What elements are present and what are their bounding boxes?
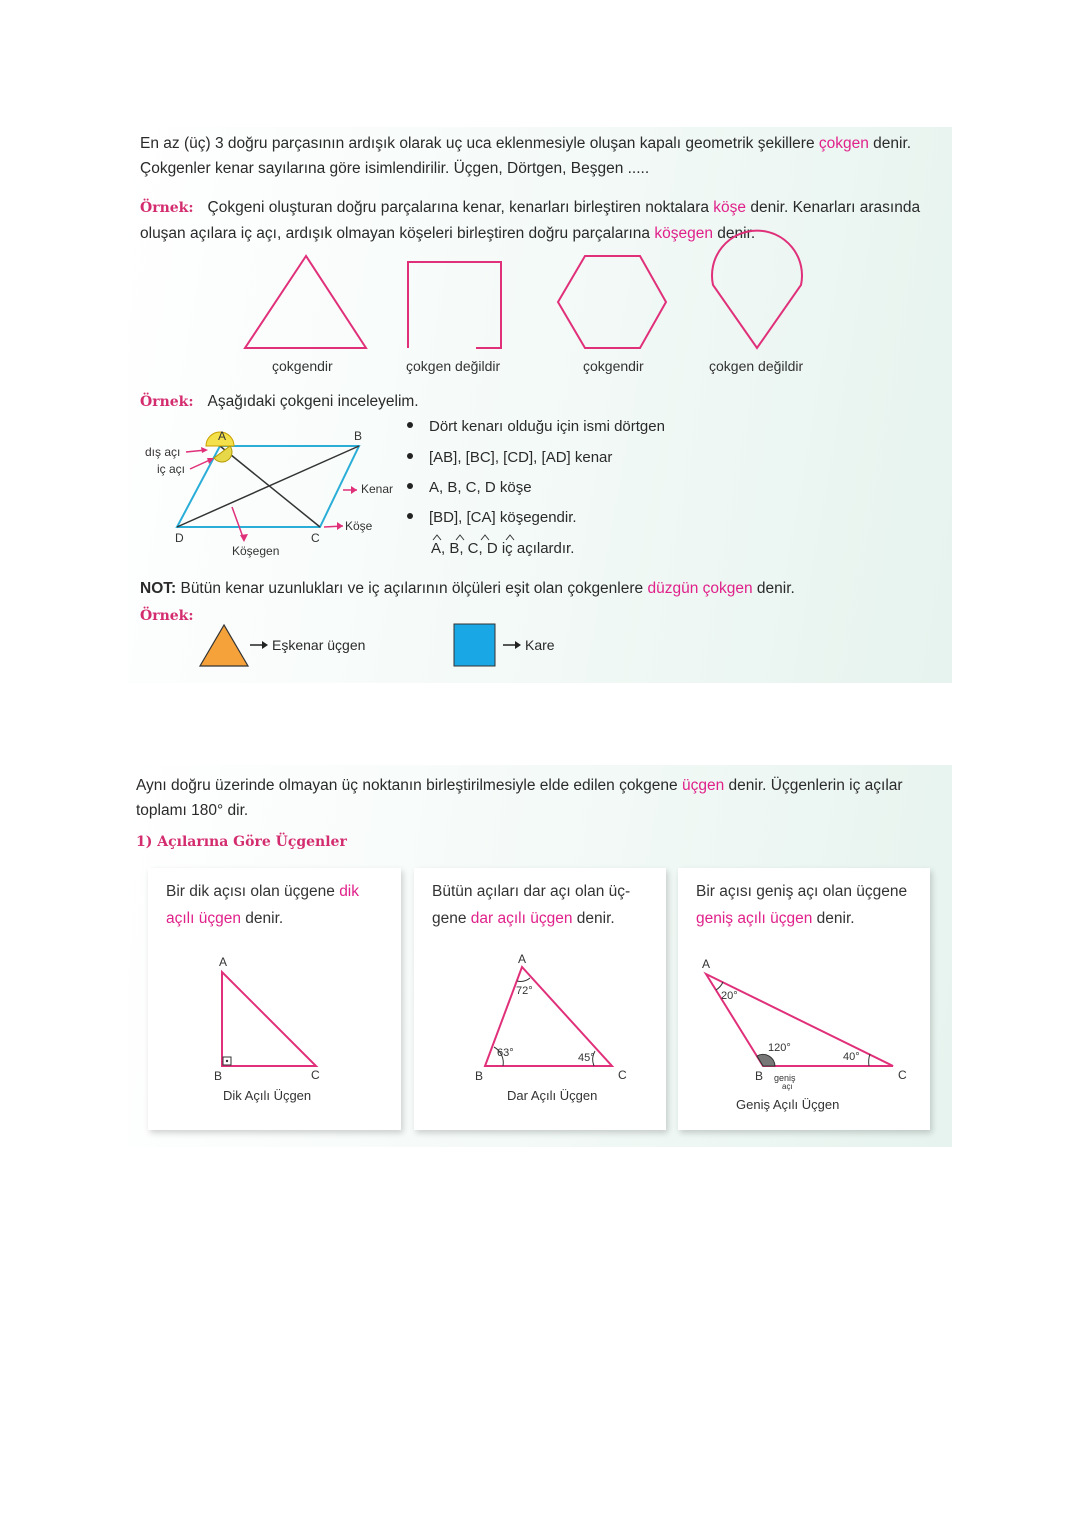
vertex-b: B xyxy=(354,429,363,443)
square-label: Kare xyxy=(525,637,555,653)
interior-angles-line: A, B, C, D iç açılardır. xyxy=(431,540,575,557)
term-dar-acili-ucgen: dar açılı üçgen xyxy=(470,910,573,927)
example-label: Örnek: xyxy=(140,394,194,410)
example1-text-line2: oluşan açılara iç açı, ardışık olmayan köşeleri birleştiren doğru parçalarına köşegen denir. xyxy=(140,225,756,242)
term-kosegen: köşegen xyxy=(654,225,713,242)
card-text: Bir dik açısı olan üçgene dik açılı üçgen denir. xyxy=(166,883,360,927)
shape-caption: çokgendir xyxy=(272,358,333,374)
angle-value: 40° xyxy=(843,1051,860,1063)
polygon-definition: En az (üç) 3 doğru parçasının ardışık olarak uç uca eklenmesiyle oluşan kapalı geometrik şekillere çokgen denir. xyxy=(140,135,912,152)
example2-text: Örnek: Aşağıdaki çokgeni inceleyelim. xyxy=(140,393,419,410)
triangle-caption: Dik Açılı Üçgen xyxy=(223,1088,312,1103)
bullet-item: Dört kenarı olduğu için ismi dörtgen xyxy=(407,418,665,435)
angle-arc xyxy=(716,982,723,990)
vertex-a: A xyxy=(219,955,228,969)
vertex-b: B xyxy=(755,1069,764,1083)
term-genis-acili-ucgen: geniş açılı üçgen xyxy=(696,910,813,927)
angle-value: 72° xyxy=(516,985,533,997)
triangle-caption: Dar Açılı Üçgen xyxy=(507,1088,598,1103)
right-triangle-shape xyxy=(222,972,316,1066)
label-kosegen: Köşegen xyxy=(232,544,280,558)
angle-value: 120° xyxy=(768,1042,791,1054)
triangle-caption: Geniş Açılı Üçgen xyxy=(736,1097,840,1112)
angle-arc xyxy=(869,1054,870,1066)
label-kenar: Kenar xyxy=(361,482,394,496)
example-label: Örnek: xyxy=(140,608,194,624)
vertex-a: A xyxy=(702,957,711,971)
term-duzgun-cokgen: düzgün çokgen xyxy=(647,580,753,597)
vertex-b: B xyxy=(475,1069,484,1083)
polygon-naming-line: Çokgenler kenar sayılarına göre isimlendirilir. Üçgen, Dörtgen, Beşgen ..... xyxy=(140,160,650,177)
angle-value: 63° xyxy=(497,1047,514,1059)
shape-caption: çokgendir xyxy=(583,358,644,374)
section-title: 1) Açılarına Göre Üçgenler xyxy=(136,834,347,850)
term-ucgen: üçgen xyxy=(681,777,725,794)
right-angle-dot xyxy=(226,1060,228,1062)
term-kose: köşe xyxy=(713,199,747,216)
obtuse-label: geniş xyxy=(774,1073,796,1083)
note-label: NOT: xyxy=(140,580,177,597)
vertex-b: B xyxy=(214,1069,223,1083)
label-ic-aci: iç açı xyxy=(157,462,186,476)
shape-caption: çokgen değildir xyxy=(406,358,501,374)
vertex-c: C xyxy=(311,1068,320,1082)
card-text: Bir açısı geniş açı olan üçgene geniş açılı üçgen denir. xyxy=(696,883,908,927)
angle-value: 20° xyxy=(721,990,738,1002)
obtuse-label: açı xyxy=(782,1082,793,1091)
term-dik-acili-ucgen: dik açılı üçgen xyxy=(166,883,360,927)
card-text: Bütün açıları dar açı olan üç-gene dar açılı üçgen denir. xyxy=(432,883,631,927)
example1-text: Örnek: Çokgeni oluşturan doğru parçalarına kenar, kenarları birleştiren noktalara köşe denir. Kenarları arasında xyxy=(140,199,921,216)
vertex-c: C xyxy=(898,1068,907,1082)
obtuse-angle-fill xyxy=(757,1054,775,1066)
bullet-item: [AB], [BC], [CD], [AD] kenar xyxy=(407,449,612,466)
vertex-d: D xyxy=(175,531,184,545)
example-label: Örnek: xyxy=(140,200,194,216)
note-text: NOT: Bütün kenar uzunlukları ve iç açılarının ölçüleri eşit olan çokgenlere düzgün çokgen denir. xyxy=(140,580,795,597)
obtuse-triangle-shape xyxy=(706,974,893,1066)
bullet-item: [BD], [CA] köşegendir. xyxy=(407,509,577,526)
vertex-a: A xyxy=(518,952,527,966)
shape-caption: çokgen değildir xyxy=(709,358,804,374)
bullet-item: A, B, C, D köşe xyxy=(407,479,532,496)
vertex-c: C xyxy=(311,531,320,545)
vertex-c: C xyxy=(618,1068,627,1082)
angle-value: 45° xyxy=(578,1052,595,1064)
equilateral-triangle-label: Eşkenar üçgen xyxy=(272,637,366,653)
term-cokgen: çokgen xyxy=(818,135,869,152)
triangle-definition: Aynı doğru üzerinde olmayan üç noktanın birleştirilmesiyle elde edilen çokgene üçgen denir. Üçgenlerin iç açılar xyxy=(136,777,903,794)
vertex-a: A xyxy=(218,429,227,443)
label-dis-aci: dış açı xyxy=(145,445,181,459)
triangle-angle-sum: toplamı 180° dir. xyxy=(136,802,249,819)
angle-arc xyxy=(517,978,530,981)
label-kose: Köşe xyxy=(345,519,373,533)
